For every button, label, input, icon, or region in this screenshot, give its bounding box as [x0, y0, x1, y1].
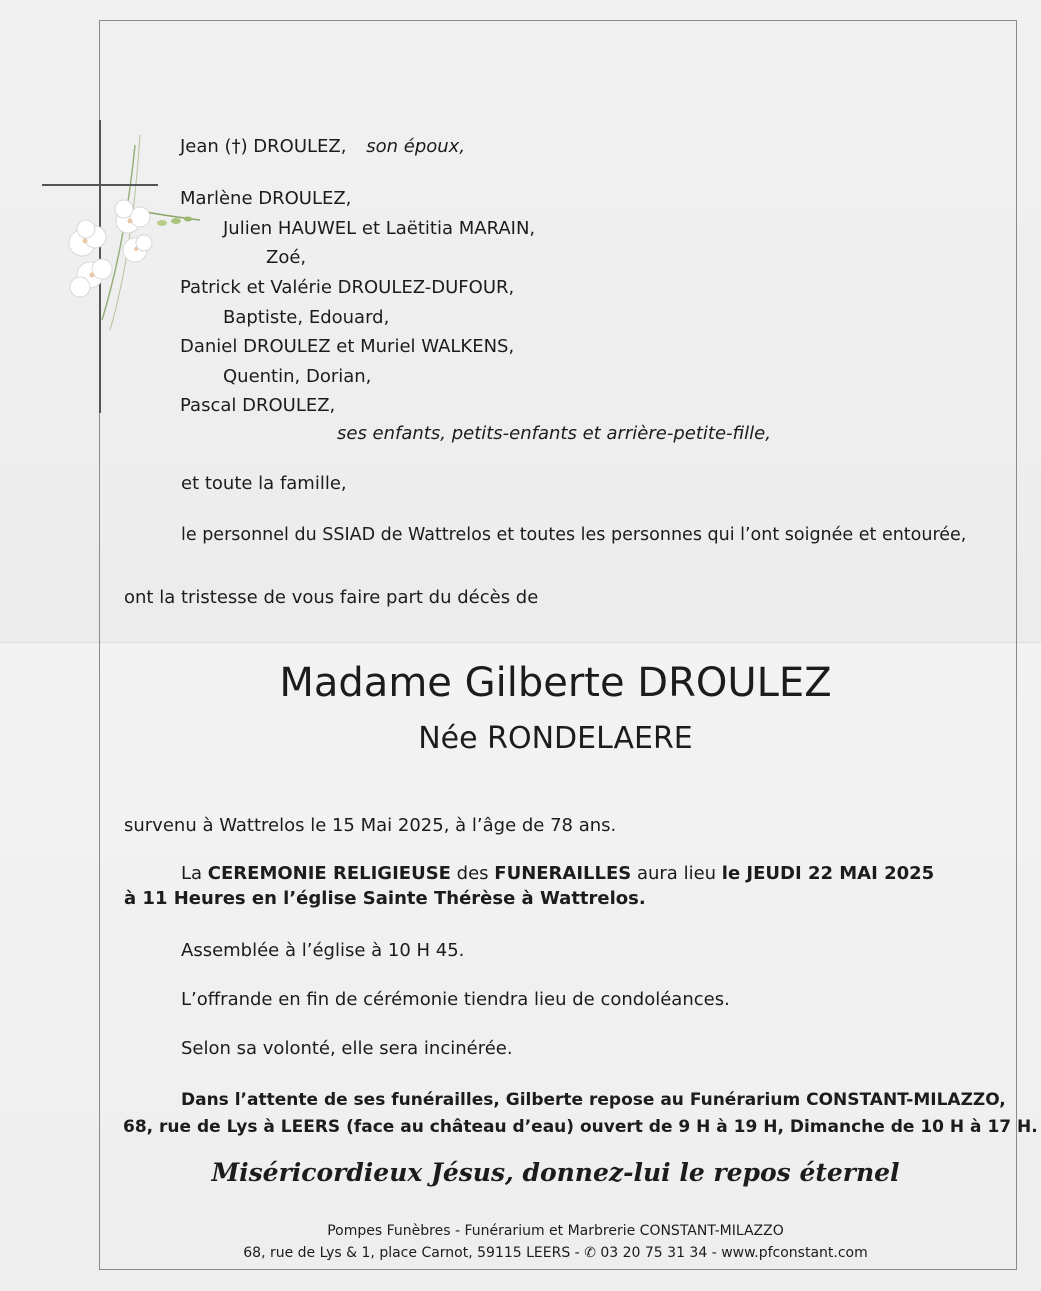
ceremony-date: le JEUDI 22 MAI 2025: [721, 863, 935, 884]
maiden-name: Née RONDELAERE: [418, 721, 693, 756]
spouse-line: [180, 136, 465, 158]
deceased-name: Madame Gilberte DROULEZ: [279, 660, 832, 706]
spouse-name: Jean (†) DROULEZ,: [180, 136, 347, 157]
rest-line-1: Dans l’attente de ses funérailles, Gilberte repose au Funérarium CONSTANT-MILAZZO,: [181, 1090, 1006, 1110]
family-member: Baptiste, Edouard,: [223, 307, 390, 328]
assembly-line: Assemblée à l’église à 10 H 45.: [181, 940, 465, 961]
family-member: Quentin, Dorian,: [223, 366, 372, 387]
spouse-role: son époux,: [366, 136, 466, 157]
ceremony-text: des: [450, 863, 495, 884]
family-member: Julien HAUWEL et Laëtitia MARAIN,: [223, 218, 536, 239]
family-member: Pascal DROULEZ,: [180, 395, 336, 416]
footer-website: - www.pfconstant.com: [707, 1245, 868, 1261]
family-member: Marlène DROULEZ,: [180, 188, 352, 209]
children-role-text: ses enfants, petits-enfants et arrière-petite-fille,: [337, 423, 771, 444]
prayer: Miséricordieux Jésus, donnez-lui le repos éternel: [211, 1158, 900, 1187]
family-member: Daniel DROULEZ et Muriel WALKENS,: [180, 336, 515, 357]
ceremony-line: [181, 863, 934, 885]
death-line: survenu à Wattrelos le 15 Mai 2025, à l’âge de 78 ans.: [124, 815, 617, 836]
announcement: ont la tristesse de vous faire part du décès de: [124, 587, 539, 608]
ceremony-text: aura lieu: [631, 863, 722, 884]
footer-line-1: Pompes Funèbres - Funérarium et Marbrerie CONSTANT-MILAZZO: [327, 1223, 784, 1239]
cremation-line: Selon sa volonté, elle sera incinérée.: [181, 1038, 513, 1059]
phone-icon: ✆: [584, 1245, 596, 1261]
whole-family: et toute la famille,: [181, 473, 347, 494]
staff-line: le personnel du SSIAD de Wattrelos et toutes les personnes qui l’ont soignée et entourée,: [181, 525, 967, 545]
footer-line-2: [0, 1243, 1041, 1263]
footer-address: 68, rue de Lys & 1, place Carnot, 59115 LEERS -: [243, 1245, 585, 1261]
footer-phone: 03 20 75 31 34: [600, 1245, 708, 1261]
ceremony-line-2: à 11 Heures en l’église Sainte Thérèse à Wattrelos.: [124, 888, 646, 909]
offering-line: L’offrande en fin de cérémonie tiendra lieu de condoléances.: [181, 989, 730, 1010]
ceremony-text: La: [181, 863, 208, 884]
children-role: [337, 423, 771, 445]
ceremony-text: CEREMONIE RELIGIEUSE: [207, 863, 451, 884]
family-member: Zoé,: [266, 247, 307, 268]
family-member: Patrick et Valérie DROULEZ-DUFOUR,: [180, 277, 515, 298]
ceremony-text: FUNERAILLES: [494, 863, 632, 884]
rest-line-2: 68, rue de Lys à LEERS (face au château d’eau) ouvert de 9 H à 19 H, Dimanche de 10 H à 17 H.: [123, 1117, 1038, 1137]
